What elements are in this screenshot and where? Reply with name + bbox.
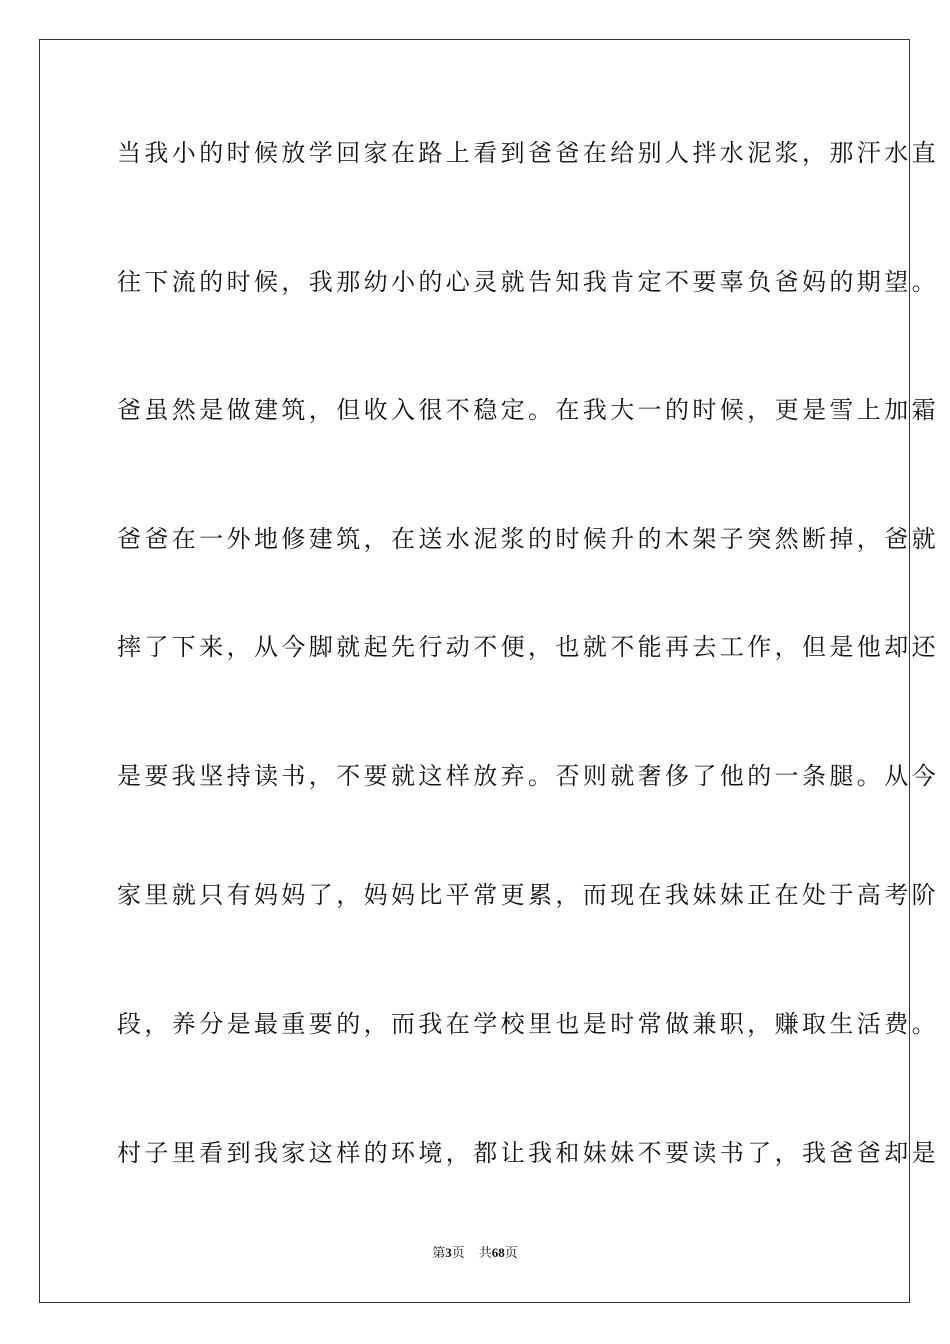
page-number: 3 — [445, 1245, 452, 1260]
body-text-line-7: 家里就只有妈妈了，妈妈比平常更累，而现在我妹妹正在处于高考阶 — [117, 881, 939, 909]
page-number-suffix: 页 — [451, 1246, 465, 1261]
total-pages-suffix: 页 — [504, 1246, 518, 1261]
body-text-line-6: 是要我坚持读书，不要就这样放弃。否则就奢侈了他的一条腿。从今 — [117, 762, 939, 790]
page-number-prefix: 第 — [432, 1246, 446, 1261]
body-text-line-2: 往下流的时候，我那幼小的心灵就告知我肯定不要辜负爸妈的期望。 — [117, 268, 939, 296]
total-pages-prefix: 共 — [478, 1246, 492, 1261]
total-pages-number: 68 — [491, 1245, 505, 1260]
body-text-line-9: 村子里看到我家这样的环境，都让我和妹妹不要读书了，我爸爸却是 — [117, 1139, 939, 1167]
page-footer — [0, 1244, 950, 1263]
body-text-line-8: 段，养分是最重要的，而我在学校里也是时常做兼职，赚取生活费。 — [117, 1010, 939, 1038]
body-text-line-1: 当我小的时候放学回家在路上看到爸爸在给别人拌水泥浆，那汗水直 — [117, 139, 939, 167]
page-border — [39, 39, 939, 1303]
body-text-line-4: 爸爸在一外地修建筑，在送水泥浆的时候升的木架子突然断掉，爸就 — [117, 525, 939, 553]
body-text-line-5: 摔了下来，从今脚就起先行动不便，也就不能再去工作，但是他却还 — [117, 633, 939, 661]
body-text-line-3: 爸虽然是做建筑，但收入很不稳定。在我大一的时候，更是雪上加霜 — [117, 396, 939, 424]
